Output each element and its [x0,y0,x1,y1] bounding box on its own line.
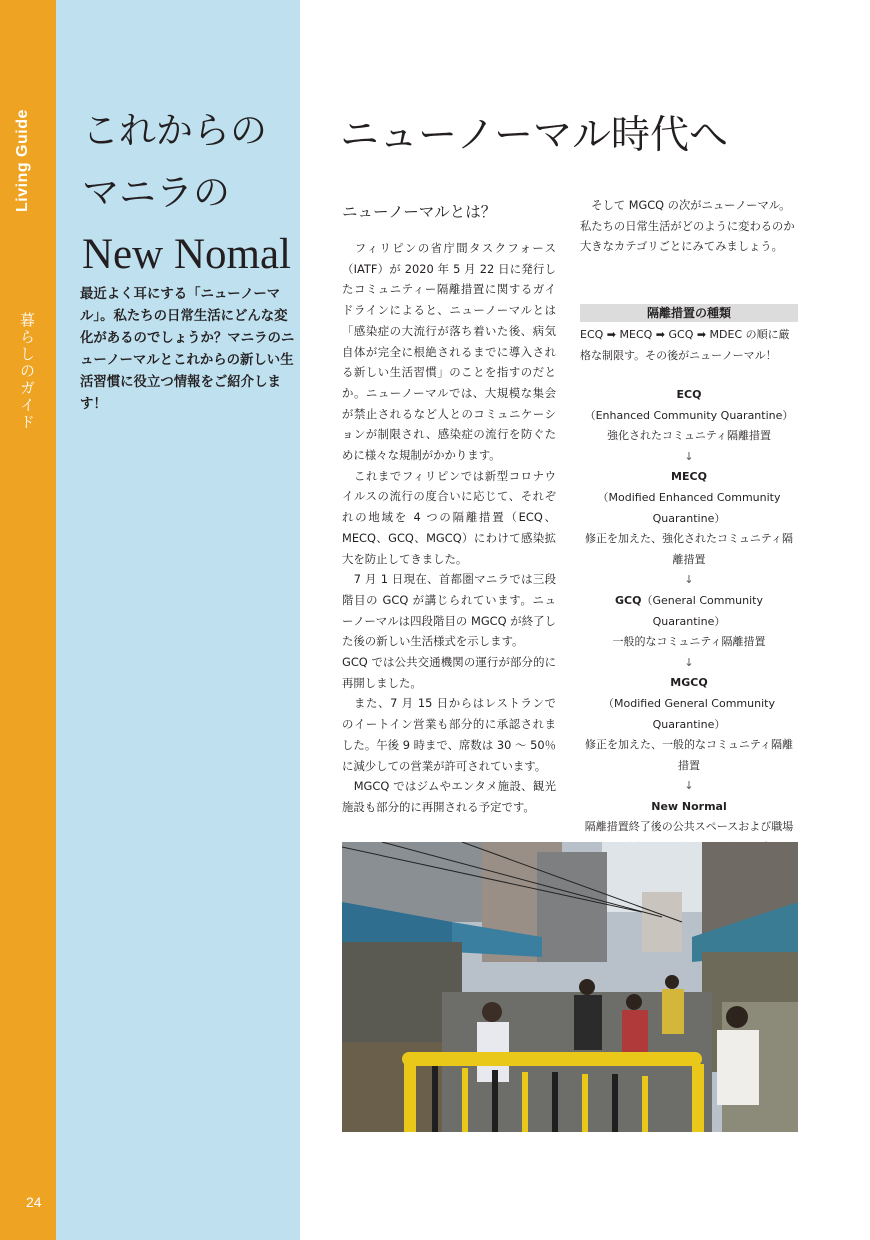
quarantine-abbr: MGCQ [670,676,708,690]
quarantine-jp-name: 強化されたコミュニティ隔離措置 [607,429,771,443]
quarantine-full-name: （Modified Enhanced Community Quarantine） [597,490,781,525]
quarantine-abbr: New Normal [651,799,727,813]
article-paragraph: 7 月 1 日現在、首都圏マニラでは三段階目の GCQ が講じられています。ニューノーマルは四段階目の MGCQ が終了した後の新しい生活様式を示します。 [342,572,556,649]
quarantine-description: ECQ ➡ MECQ ➡ GCQ ➡ MDEC の順に厳格な制限す。その後がニューノーマル！ [580,328,790,362]
quarantine-jp-name: 修正を加えた、一般的なコミュニティ隔離措置 [585,738,793,772]
article-column-right [580,196,798,258]
page-title: ニューノーマル時代へ [340,113,729,158]
quarantine-abbr: MECQ [671,470,707,484]
article-subheading: ニューノーマルとは？ [342,203,497,221]
down-arrow-icon: ↓ [684,779,694,793]
article-paragraph: フィリピンの省庁間タスクフォース（IATF）が 2020 年 5 月 22 日に発行したコミュニティー隔離措置に関するガイドラインによると、ニューノーマルとは「感染症の大流行が落ち着いた後、病気自体が完全に根絶されるまでに導入される新しい生活習慣」のことを指すのだとか。ニューノーマルでは、大規模な集会が禁止されるなど人とのコミュニケーションが制限され、感染症の流行を防ぐために様々な規制がかかります。 [342,241,556,463]
article-paragraph: また、7 月 15 日からはレストランでのイートイン営業も部分的に承認されました。午後 9 時まで、席数は 30 ～ 50％に減少しての営業が許可されています。 [342,696,556,773]
quarantine-jp-name: 修正を加えた、強化されたコミュニティ隔離措置 [585,532,793,566]
article-paragraph: これまでフィリピンでは新型コロナウイルスの流行の度合いに応じて、それぞれの地域を 4 つの隔離措置（ECQ、MECQ、GCQ、MGCQ）にわけて感染拡大を防止してきました。 [342,468,556,566]
quarantine-full-name: （Modified General Community Quarantine） [603,696,775,731]
quarantine-abbr: ECQ [676,388,702,401]
article-paragraph: GCQ では公共交通機関の運行が部分的に再開しました。 [342,655,556,690]
feature-title [82,100,297,286]
quarantine-full-name: （General Community Quarantine） [641,593,763,628]
article-column-left [342,198,556,818]
street-market-illustration [342,842,798,1132]
street-market-photo [342,842,798,1132]
down-arrow-icon: ↓ [684,449,694,463]
article-paragraph-right: そして MGCQ の次がニューノーマル。私たちの日常生活がどのように変わるのか大きなカテゴリごとにみてみましょう。 [580,199,795,254]
down-arrow-icon: ↓ [684,655,694,669]
down-arrow-icon: ↓ [684,573,694,587]
feature-title-line1: これからの [82,109,267,152]
feature-intro: 最近よく耳にする「ニューノーマル」。私たちの日常生活にどんな変化があるのでしょうか？マニラのニューノーマルとこれからの新しい生活習慣に役立つ情報をご紹介します！ [80,287,295,412]
page-number: 24 [26,1194,42,1210]
section-tab-label-jp: 暮らしのガイド [18,312,36,431]
quarantine-jp-name: 一般的なコミュニティ隔離措置 [612,635,766,649]
quarantine-box [580,304,798,366]
quarantine-list [580,385,798,879]
article-paragraph: MGCQ ではジムやエンタメ施設、観光施設も部分的に再開される予定です。 [342,779,556,814]
quarantine-heading: 隔離措置の種類 [580,304,798,322]
feature-title-line3: New Nomal [82,231,291,278]
quarantine-abbr: GCQ [615,593,642,607]
quarantine-jp-name: 隔離措置終了後の公共スペースおよび職場 [584,820,794,834]
section-tab-label-en: Living Guide [14,109,31,212]
quarantine-gcq-line [580,591,798,632]
feature-title-line2: マニラの [82,171,230,214]
quarantine-full-name: （Enhanced Community Quarantine） [584,408,794,422]
